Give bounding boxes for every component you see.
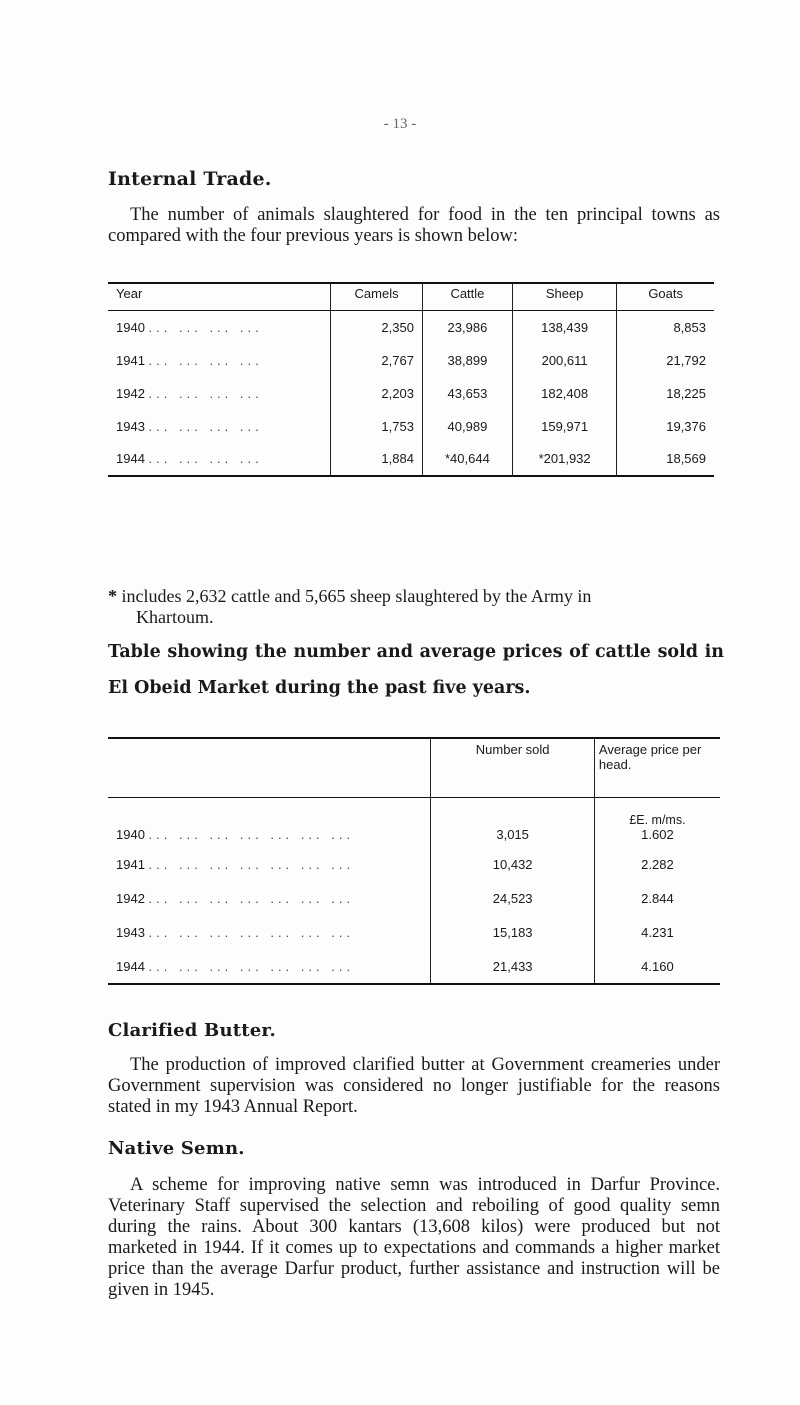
goats-cell: 8,853 bbox=[617, 311, 714, 344]
footnote-text-line1: includes 2,632 cattle and 5,665 sheep slaughtered by the Army in bbox=[121, 586, 592, 606]
table-row bbox=[108, 848, 720, 882]
price-cell: 4.160 bbox=[594, 950, 720, 984]
price-table-header-row bbox=[108, 738, 720, 798]
year-cell: 1942 ... ... ... ... bbox=[116, 385, 263, 401]
table-row bbox=[108, 798, 720, 848]
price-cell: 2.282 bbox=[594, 848, 720, 882]
slaughter-table-header-row bbox=[108, 283, 714, 311]
table-row bbox=[108, 882, 720, 916]
year-cell: 1944 ... ... ... ... ... ... ... bbox=[116, 958, 355, 974]
camels-cell: 2,767 bbox=[331, 344, 423, 377]
footnote-marker: * bbox=[108, 586, 117, 606]
goats-cell: 18,225 bbox=[617, 377, 714, 410]
header-year-blank bbox=[108, 738, 431, 798]
native-semn-text: A scheme for improving native semn was introduced in Darfur Province. Veterinary Staff supervised the selection and reboiling of good quality semn during the rains. About 300 kantars (13,608 kilos) were produced but not marketed in 1944. If it comes up to expectations and commands a higher market price than the average Darfur product, further assistance and instruction will be given in 1945. bbox=[108, 1175, 720, 1300]
camels-cell: 2,350 bbox=[331, 311, 423, 344]
table-row bbox=[108, 950, 720, 984]
native-semn-heading: Native Semn. bbox=[108, 1138, 245, 1159]
sheep-cell: 159,971 bbox=[512, 410, 616, 443]
header-goats: Goats bbox=[617, 283, 714, 311]
table-row bbox=[108, 410, 714, 443]
price-unit: £E. m/ms. bbox=[629, 812, 686, 827]
header-camels: Camels bbox=[331, 283, 423, 311]
camels-cell: 2,203 bbox=[331, 377, 423, 410]
cattle-cell: *40,644 bbox=[422, 443, 512, 476]
table-row bbox=[108, 344, 714, 377]
internal-trade-intro: The number of animals slaughtered for food in the ten principal towns as compared with the four previous years is shown below: bbox=[108, 205, 720, 246]
year-cell: 1940 ... ... ... ... ... ... ... bbox=[116, 826, 355, 842]
table-row bbox=[108, 377, 714, 410]
slaughter-table bbox=[108, 282, 714, 477]
sheep-cell: 182,408 bbox=[512, 377, 616, 410]
goats-cell: 21,792 bbox=[617, 344, 714, 377]
number-sold-cell: 24,523 bbox=[431, 882, 595, 916]
year-cell: 1944 ... ... ... ... bbox=[116, 451, 263, 466]
clarified-butter-text: The production of improved clarified butter at Government creameries under Government supervision was considered no longer justifiable for the reasons stated in my 1943 Annual Report. bbox=[108, 1055, 720, 1117]
price-cell: £E. m/ms. 1.602 bbox=[594, 798, 720, 848]
cattle-cell: 23,986 bbox=[422, 311, 512, 344]
slaughter-footnote bbox=[108, 586, 728, 628]
year-cell: 1940 ... ... ... ... bbox=[116, 319, 263, 335]
clarified-butter-heading: Clarified Butter. bbox=[108, 1020, 276, 1041]
sheep-cell: *201,932 bbox=[512, 443, 616, 476]
camels-cell: 1,753 bbox=[331, 410, 423, 443]
cattle-cell: 38,899 bbox=[422, 344, 512, 377]
price-table-heading: Table showing the number and average prices of cattle sold in El Obeid Market during the past five years. bbox=[108, 642, 724, 698]
camels-cell: 1,884 bbox=[331, 443, 423, 476]
year-cell: 1943 ... ... ... ... ... ... ... bbox=[116, 925, 355, 940]
footnote-text-line2: Khartoum. bbox=[136, 607, 214, 627]
number-sold-cell: 3,015 bbox=[431, 798, 595, 848]
header-average-price: Average price per head. bbox=[594, 738, 720, 798]
year-cell: 1941 ... ... ... ... ... ... ... bbox=[116, 857, 355, 872]
header-sheep: Sheep bbox=[512, 283, 616, 311]
table-row bbox=[108, 443, 714, 476]
sheep-cell: 138,439 bbox=[512, 311, 616, 344]
internal-trade-heading: Internal Trade. bbox=[108, 168, 272, 190]
header-cattle: Cattle bbox=[422, 283, 512, 311]
sheep-cell: 200,611 bbox=[512, 344, 616, 377]
year-cell: 1942 ... ... ... ... ... ... ... bbox=[116, 891, 355, 906]
header-number-sold: Number sold bbox=[431, 738, 595, 798]
cattle-cell: 43,653 bbox=[422, 377, 512, 410]
price-cell: 4.231 bbox=[594, 916, 720, 950]
price-cell: 2.844 bbox=[594, 882, 720, 916]
page-number: - 13 - bbox=[383, 116, 417, 132]
number-sold-cell: 15,183 bbox=[431, 916, 595, 950]
price-table bbox=[108, 737, 720, 985]
table-row bbox=[108, 311, 714, 344]
goats-cell: 19,376 bbox=[617, 410, 714, 443]
table-row bbox=[108, 916, 720, 950]
cattle-cell: 40,989 bbox=[422, 410, 512, 443]
goats-cell: 18,569 bbox=[617, 443, 714, 476]
header-year: Year bbox=[116, 286, 143, 301]
year-cell: 1943 ... ... ... ... bbox=[116, 418, 263, 434]
number-sold-cell: 10,432 bbox=[431, 848, 595, 882]
year-cell: 1941 ... ... ... ... bbox=[116, 352, 263, 368]
number-sold-cell: 21,433 bbox=[431, 950, 595, 984]
